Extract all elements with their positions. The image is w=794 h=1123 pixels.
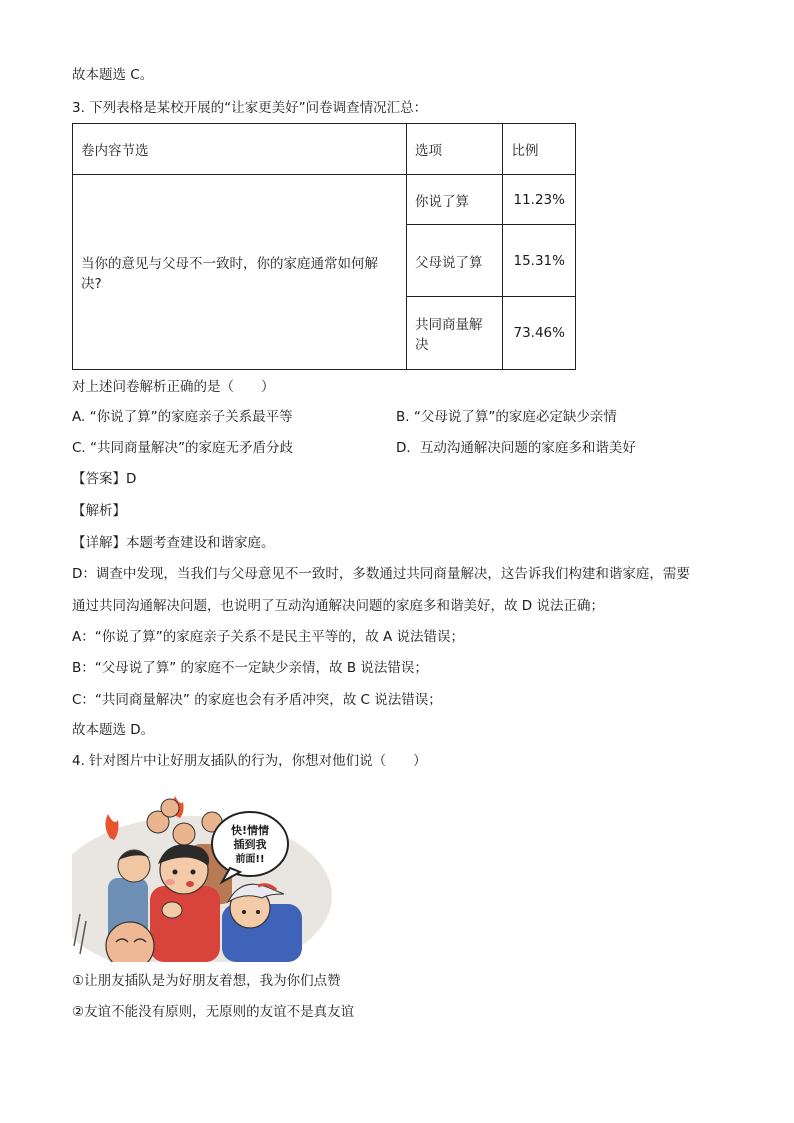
detail-line: 【详解】本题考查建设和谐家庭。 (72, 535, 275, 551)
queue-jumping-cartoon (72, 786, 332, 962)
survey-table (72, 123, 576, 370)
conclusion-line-1: 故本题选 C。 (72, 67, 154, 83)
table-percent-cell: 73.46% (503, 297, 576, 370)
choice-c: C. “共同商量解决”的家庭无矛盾分歧 (72, 440, 293, 456)
table-question-cell: 当你的意见与父母不一致时，你的家庭通常如何解决? (73, 175, 407, 370)
table-option-cell: 父母说了算 (406, 225, 502, 297)
question-3-prompt: 对上述问卷解析正确的是（ ） (72, 379, 275, 395)
question-3-stem: 3. 下列表格是某校开展的“让家更美好”问卷调查情况汇总： (72, 100, 428, 116)
explanation-c: C：“共同商量解决” 的家庭也会有矛盾冲突，故 C 说法错误； (72, 692, 442, 708)
choice-b: B. “父母说了算”的家庭必定缺少亲情 (396, 409, 617, 425)
table-option-cell: 你说了算 (406, 175, 502, 225)
speech-line-3: 前面!! (235, 854, 265, 865)
question-4-stem: 4. 针对图片中让好朋友插队的行为，你想对他们说（ ） (72, 753, 427, 769)
speech-line-2: 插到我 (233, 838, 267, 851)
choice-d: D．互动沟通解决问题的家庭多和谐美好 (396, 440, 636, 456)
cartoon-illustration (72, 786, 332, 962)
explanation-d-line-2: 通过共同沟通解决问题，也说明了互动沟通解决问题的家庭多和谐美好，故 D 说法正确； (72, 598, 604, 614)
statement-1: ①让朋友插队是为好朋友着想，我为你们点赞 (72, 973, 341, 989)
explanation-b: B：“父母说了算” 的家庭不一定缺少亲情，故 B 说法错误； (72, 660, 428, 676)
table-percent-cell: 11.23% (503, 175, 576, 225)
answer-label: 【答案】D (72, 471, 137, 487)
table-header-option: 选项 (406, 124, 502, 175)
table-option-cell: 共同商量解决 (406, 297, 502, 370)
speech-line-1: 快!情情 (230, 824, 270, 837)
explanation-d-line-1: D：调查中发现，当我们与父母意见不一致时，多数通过共同商量解决，这告诉我们构建和谐家庭，需要 (72, 566, 690, 582)
statement-2: ②友谊不能没有原则，无原则的友谊不是真友谊 (72, 1004, 355, 1020)
table-header-percent: 比例 (503, 124, 576, 175)
table-header-content: 卷内容节选 (73, 124, 407, 175)
conclusion-line-2: 故本题选 D。 (72, 722, 155, 738)
explanation-a: A：“你说了算”的家庭亲子关系不是民主平等的，故 A 说法错误； (72, 629, 465, 645)
analysis-label: 【解析】 (72, 503, 126, 519)
choice-a: A. “你说了算”的家庭亲子关系最平等 (72, 409, 293, 425)
table-percent-cell: 15.31% (503, 225, 576, 297)
